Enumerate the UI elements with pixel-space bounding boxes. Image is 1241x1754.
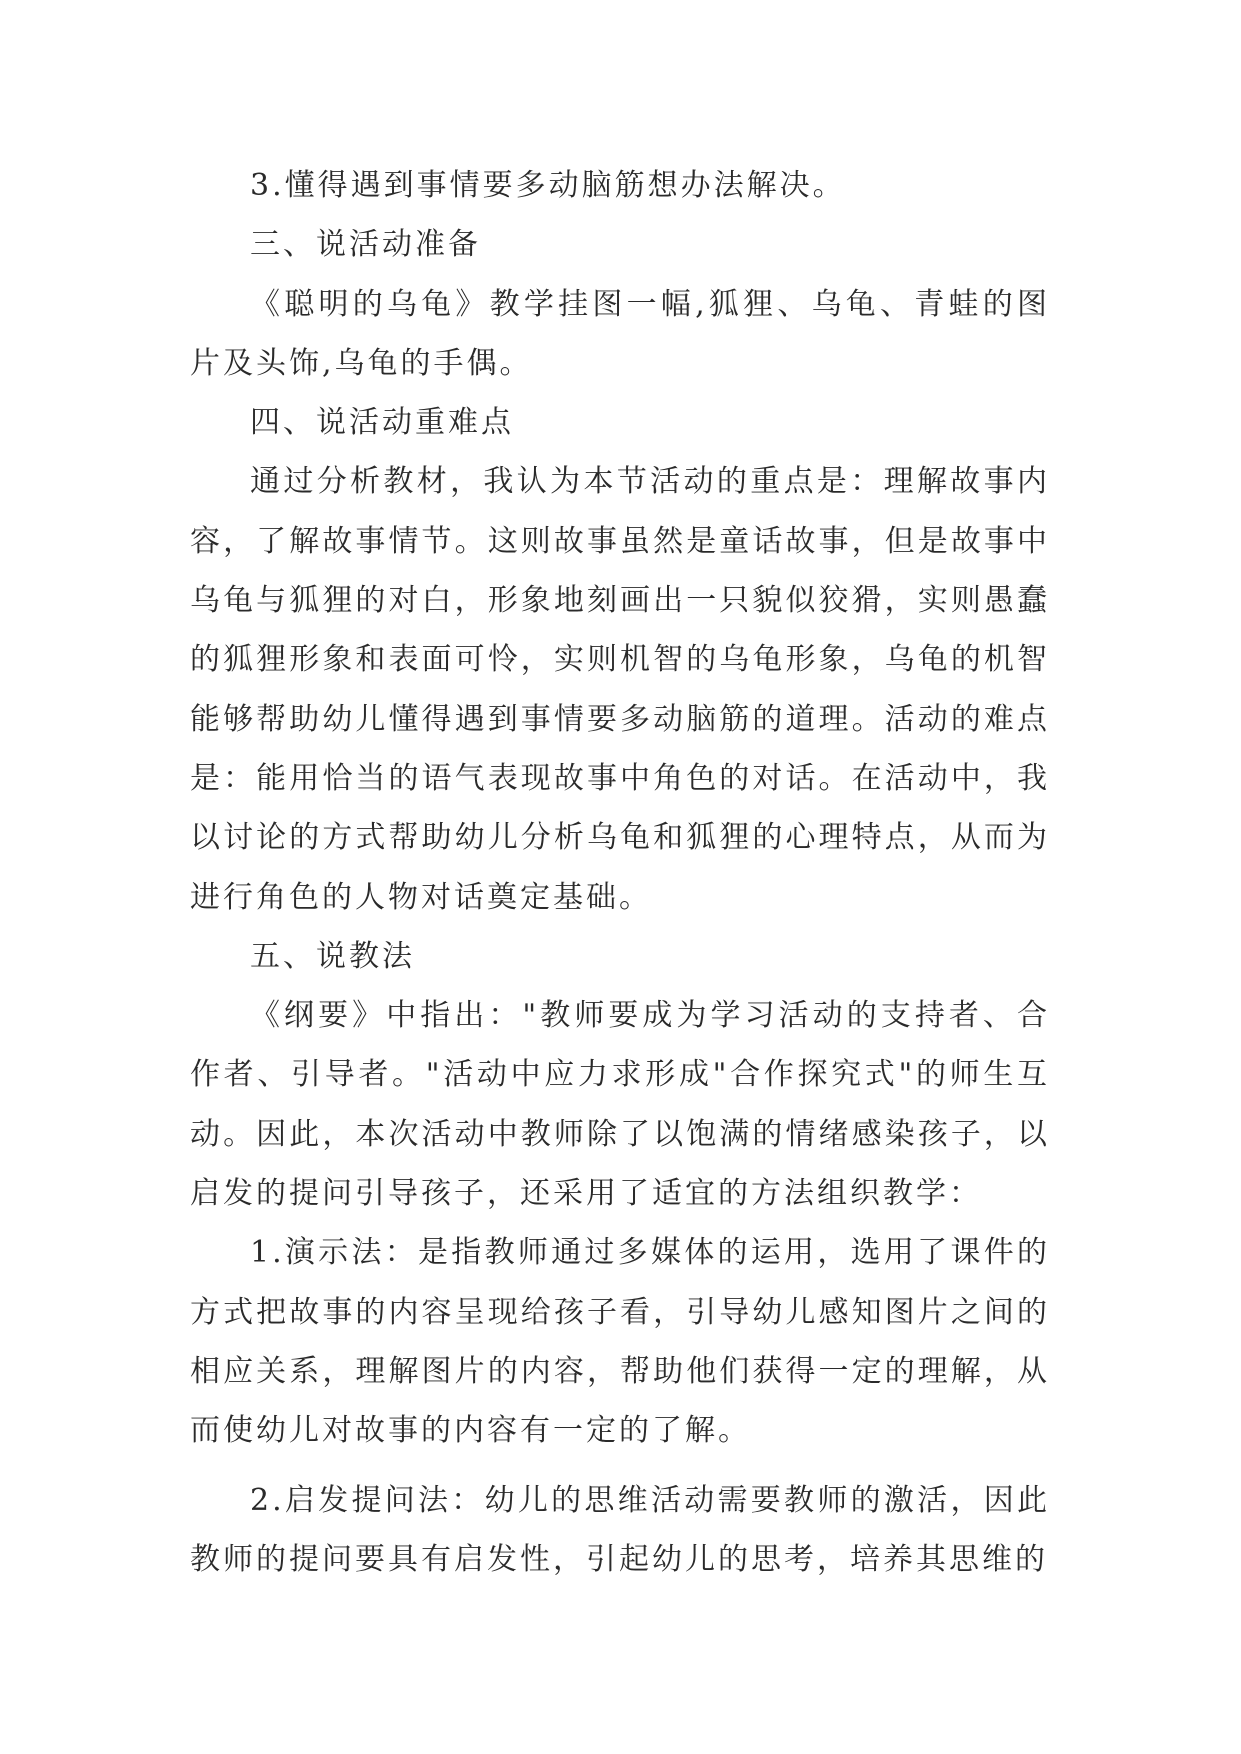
method-item-questioning: 2.启发提问法：幼儿的思维活动需要教师的激活，因此教师的提问要具有启发性，引起幼儿的思考，培养其思维的	[190, 1482, 1050, 1577]
preparation-paragraph: 《聪明的乌龟》教学挂图一幅,狐狸、乌龟、青蛙的图片及头饰,乌龟的手偶。	[190, 286, 1050, 381]
section-heading-preparation: 三、说活动准备	[250, 227, 481, 263]
section-heading-teaching-methods: 五、说教法	[250, 938, 415, 974]
goal-item-3: 3.懂得遇到事情要多动脑筋想办法解决。	[250, 168, 846, 203]
key-points-paragraph: 通过分析教材，我认为本节活动的重点是：理解故事内容，了解故事情节。这则故事虽然是童话故事，但是故事中乌龟与狐狸的对白，形象地刻画出一只貌似狡猾，实则愚蠢的狐狸形象和表面可怜，实则机智的乌龟形象，乌龟的机智能够帮助幼儿懂得遇到事情要多动脑筋的道理。活动的难点是：能用恰当的语气表现故事中角色的对话。在活动中，我以讨论的方式帮助幼儿分析乌龟和狐狸的心理特点，从而为进行角色的人物对话奠定基础。	[190, 464, 1050, 915]
teaching-methods-paragraph: 《纲要》中指出："教师要成为学习活动的支持者、合作者、引导者。"活动中应力求形成"合作探究式"的师生互动。因此，本次活动中教师除了以饱满的情绪感染孩子，以启发的提问引导孩子，还采用了适宜的方法组织教学：	[190, 998, 1050, 1212]
section-heading-key-points: 四、说活动重难点	[250, 405, 514, 441]
method-item-demonstration: 1.演示法：是指教师通过多媒体的运用，选用了课件的方式把故事的内容呈现给孩子看，引导幼儿感知图片之间的相应关系，理解图片的内容，帮助他们获得一定的理解，从而使幼儿对故事的内容有一定的了解。	[190, 1235, 1050, 1449]
document-body	[190, 156, 1050, 1589]
